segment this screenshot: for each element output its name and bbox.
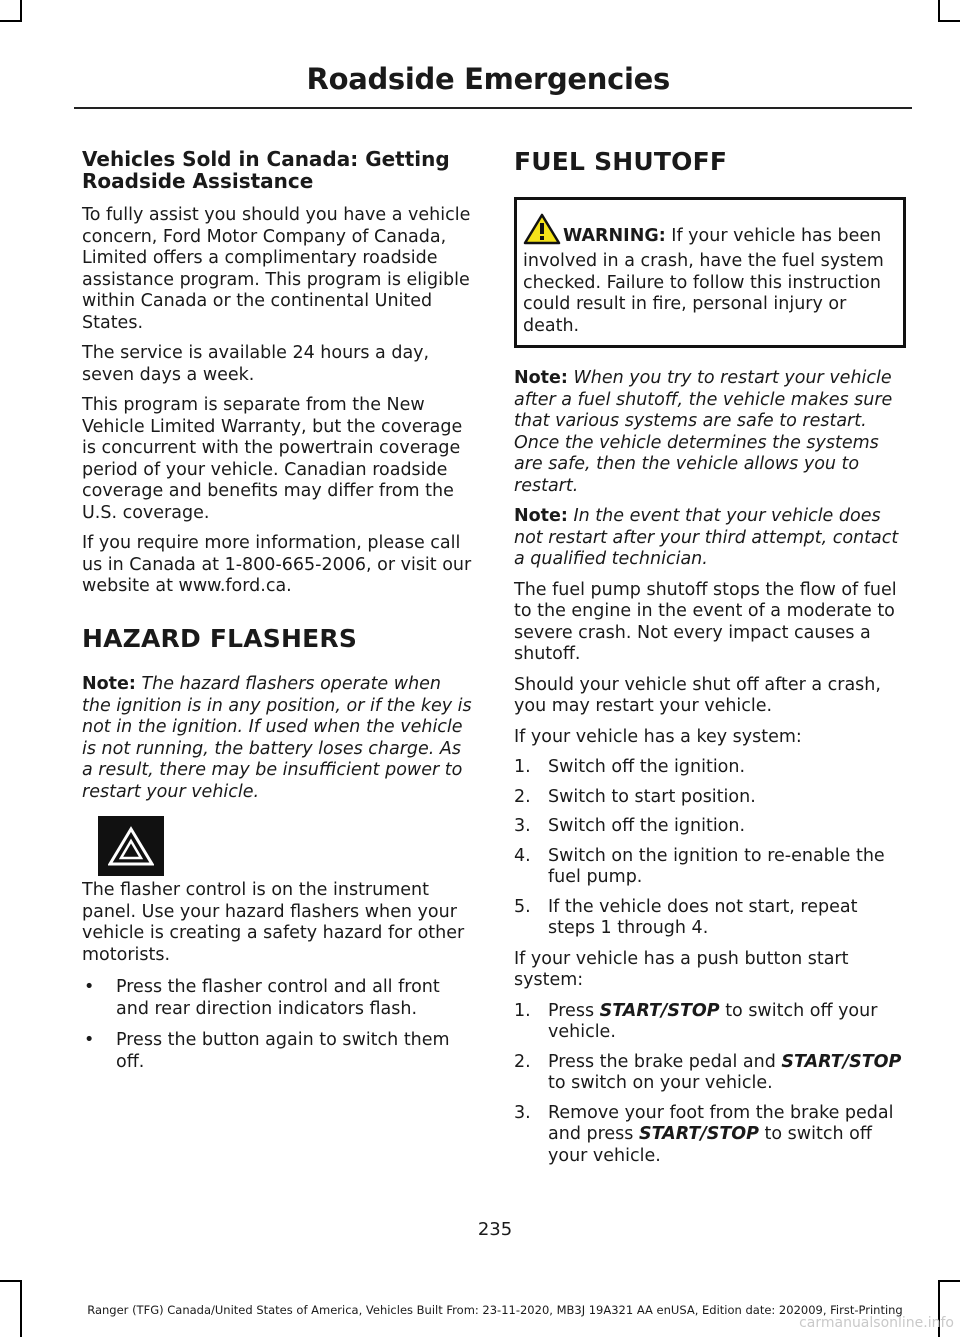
start-stop-label: START/STOP — [781, 1051, 902, 1072]
fuel-paragraph: If your vehicle has a key system: — [514, 726, 802, 747]
step-number: 5. — [514, 896, 531, 917]
warning-label: WARNING: — [563, 225, 666, 246]
step-number: 2. — [514, 786, 531, 807]
right-column — [514, 148, 906, 1176]
note-text: In the event that your vehicle does not restart after your third attempt, contact a qualified technician. — [514, 506, 899, 569]
step-text: Switch off the ignition. — [548, 757, 746, 777]
fuel-note — [514, 506, 906, 571]
list-item — [514, 757, 906, 779]
start-stop-label: START/STOP — [638, 1124, 759, 1144]
step-number: 3. — [514, 816, 531, 836]
step-text: If the vehicle does not start, repeat steps 1 through 4. — [548, 896, 858, 938]
key-system-steps — [514, 757, 906, 940]
start-stop-label: START/STOP — [599, 1000, 720, 1021]
crop-mark-bottom-right — [938, 1280, 960, 1282]
note-text: When you try to restart your vehicle after a fuel shutoff, the vehicle makes sure that various systems are safe to restart. Once the vehicle determines the systems are safe, then the vehicle allows you to restart. — [514, 368, 893, 496]
crop-mark-top-left — [20, 0, 22, 22]
flasher-paragraph: The flasher control is on the instrument panel. Use your hazard flashers when your vehicle is creating a safety hazard for other motorists. — [82, 880, 465, 965]
note-label: Note: — [82, 674, 136, 694]
list-item — [514, 1052, 906, 1095]
note-label: Note: — [514, 368, 568, 388]
step-number: 4. — [514, 845, 531, 866]
crop-mark-bottom-left — [0, 1280, 22, 1282]
step-text-pre: Press — [548, 1000, 600, 1021]
page-title: Roadside Emergencies — [306, 62, 670, 96]
canada-paragraph: The service is available 24 hours a day, seven days a week. — [82, 343, 430, 385]
canada-paragraph: If you require more information, please call us in Canada at 1-800-665-2006, or visit our website at www.ford.ca. — [82, 533, 472, 596]
step-number: 1. — [514, 757, 531, 777]
flasher-bullet-list — [82, 977, 474, 1073]
step-number: 1. — [514, 1000, 531, 1021]
step-number: 3. — [514, 1102, 531, 1123]
watermark: carmanualsonline.info — [799, 1315, 954, 1331]
canada-paragraph: This program is separate from the New Vehicle Limited Warranty, but the coverage is concurrent with the powertrain coverage period of your vehicle. Canadian roadside coverage and benefits may differ from the U.S. coverage. — [82, 395, 463, 523]
step-number: 2. — [514, 1051, 531, 1072]
note-label: Note: — [514, 506, 568, 526]
crop-mark-top-right — [938, 20, 960, 22]
list-item — [514, 1103, 906, 1168]
list-item — [514, 816, 906, 838]
hazard-flashers-heading: HAZARD FLASHERS — [82, 623, 358, 653]
step-text: Switch to start position. — [548, 786, 756, 807]
fuel-paragraph: If your vehicle has a push button start system: — [514, 948, 849, 990]
step-text-post: to switch off your vehicle. — [548, 1000, 878, 1042]
fuel-paragraph: The fuel pump shutoff stops the flow of fuel to the engine in the event of a moderate to severe crash. Not every impact causes a shutoff. — [514, 579, 897, 664]
canada-assistance-heading: Vehicles Sold in Canada: Getting Roadside Assistance — [82, 147, 450, 193]
list-item: • Press the flasher control and all front and rear direction indicators flash. — [82, 977, 474, 1020]
warning-triangle-icon — [523, 213, 561, 252]
step-text: Switch on the ignition to re-enable the fuel pump. — [548, 845, 885, 887]
page-number: 235 — [477, 1219, 513, 1240]
fuel-note — [514, 368, 906, 497]
step-text: Switch off the ignition. — [548, 816, 746, 836]
hazard-note — [82, 674, 474, 803]
step-text-pre: Press the brake pedal and — [548, 1051, 782, 1072]
crop-mark-top-left — [0, 20, 22, 22]
push-button-steps — [514, 1001, 906, 1168]
note-text: The hazard flashers operate when the ignition is in any position, or if the key is not in the ignition. If used when the vehicle is not running, the battery loses charge. As a result, there may be insufficient power to restart your vehicle. — [82, 674, 472, 802]
list-item — [514, 1001, 906, 1044]
list-item — [514, 787, 906, 809]
step-text-post: to switch off your vehicle. — [548, 1124, 872, 1166]
header-divider — [74, 107, 912, 109]
fuel-shutoff-heading: FUEL SHUTOFF — [514, 147, 728, 176]
warning-box — [514, 197, 906, 349]
hazard-flasher-icon — [98, 816, 164, 876]
list-item — [514, 897, 906, 940]
left-column — [82, 148, 474, 1083]
fuel-paragraph: Should your vehicle shut off after a crash, you may restart your vehicle. — [514, 674, 881, 716]
warning-text: If your vehicle has been involved in a crash, have the fuel system checked. Failure to follow this instruction could result in fire, personal injury or death. — [523, 225, 884, 336]
step-text-pre: Remove your foot from the brake pedal and press — [548, 1102, 894, 1144]
list-item: • Press the button again to switch them off. — [82, 1030, 474, 1073]
step-text-post: to switch on your vehicle. — [548, 1073, 773, 1093]
footer-text: Ranger (TFG) Canada/United States of America, Vehicles Built From: 23-11-2020, MB3J 19A321 AA enUSA, Edition date: 202009, First-Printing — [87, 1303, 903, 1317]
canada-paragraph: To fully assist you should you have a vehicle concern, Ford Motor Company of Canada, Limited offers a complimentary roadside assistance program. This program is eligible within Canada or the continental United States. — [82, 205, 471, 333]
crop-mark-top-right — [938, 0, 940, 22]
list-item — [514, 846, 906, 889]
flasher-control-block — [82, 812, 474, 966]
